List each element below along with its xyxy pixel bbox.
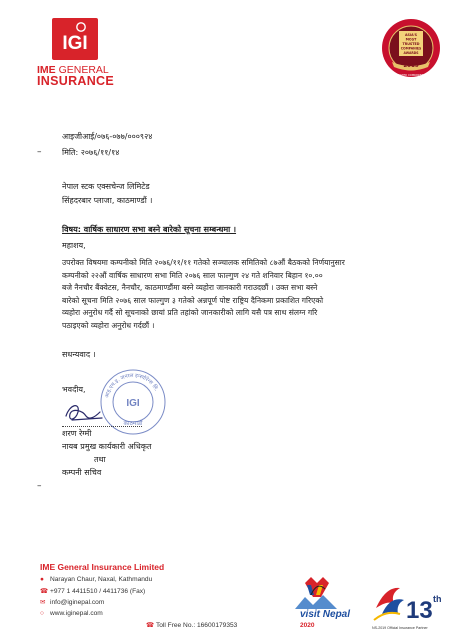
signatory-role: कम्पनी सचिव (62, 468, 102, 477)
footer-email[interactable]: info@iginepal.com (50, 599, 105, 606)
body-line: बारेको सूचना मिति २०७६ साल फाल्गुण ३ गतेको अन्नपूर्ण पोष्ट राष्ट्रिय दैनिकमा प्रकाशित गरिएको (62, 295, 324, 305)
seal-line-4: COMPANIES (400, 46, 422, 51)
letter-subject: विषय: वार्षिक साधारण सभा बस्ने बारेको सूचना सम्बन्धमा । (62, 225, 237, 234)
seal-line-3: TRUSTED (402, 42, 420, 46)
sign-off: भवदीय, (62, 385, 86, 394)
footer-web-row (40, 610, 103, 617)
recipient-name: नेपाल स्टक एक्सचेन्ज लिमिटेड (62, 182, 150, 191)
email-icon: ✉ (40, 599, 46, 606)
date-value: २०७६/११/१४ (80, 148, 120, 157)
footer-email-row (40, 598, 104, 606)
location-icon: ● (40, 576, 44, 583)
visit-nepal-wordmark: visit Nepal (300, 609, 351, 620)
anniversary-suffix: th (433, 594, 442, 604)
signatory-name: शरण रेग्मी (62, 429, 92, 438)
seal-year: 2019 (403, 63, 419, 69)
stamp-ring-text: आइ.एम.इ. जनरल इन्स्योरेन्स लि. (104, 372, 160, 399)
signatory-conjunction: तथा (94, 455, 106, 464)
letter-body (62, 257, 455, 333)
company-logo-name (37, 65, 114, 88)
logo-name-general: GENERAL (55, 64, 109, 76)
date-label: मिति: (62, 148, 79, 157)
footer-company-name: IME General Insurance Limited (40, 562, 165, 572)
margin-dash-bottom: – (37, 481, 42, 491)
signatory-designation: नायब प्रमुख कार्यकारी अधिकृत (62, 442, 152, 451)
salutation: महाशय, (62, 241, 86, 250)
footer-address-row (40, 576, 152, 583)
body-line: उपरोक्त विषयमा कम्पनीको मिति २०७६/११/११ गतेको सञ्चालक समितिको ८७औं बैठकको निर्णयानुसार (62, 258, 345, 267)
seal-line-1: ASIA'S (404, 33, 418, 37)
footer-phone: +977 1 4411510 / 4411736 (Fax) (50, 588, 146, 595)
stamp-center: IGI (126, 398, 140, 409)
body-line: बजे नैनचौर बैंक्वेटस, नैनचौर, काठमाण्डौंमा बस्ने व्यहोरा जानकारी गराउदछौं । उक्त सभा बस्ने (62, 283, 318, 293)
signature-line (62, 426, 142, 427)
igi-logo-mark (52, 18, 98, 60)
body-line: पठाइएको व्यहोरा अनुरोध गर्दछौं । (62, 320, 155, 330)
logo-name-ime: IME (37, 64, 56, 76)
stamp-city: काठमाडौं (123, 421, 143, 427)
reference-number: आइजीआई/०७६-०७७/०००९२४ (62, 132, 153, 141)
tollfree-number: Toll Free No.: 16600179353 (155, 622, 238, 629)
seal-line-2: MOST (405, 37, 417, 42)
body-line: व्यहोरा अनुरोध गर्दै सो सूचनाको छायां प्रति तहांको जानकारीको लागि यसै पत्र साथ संलग्न गरि (62, 308, 318, 318)
handwritten-signature (58, 396, 108, 426)
footer-address: Narayan Chaur, Naxal, Kathmandu (50, 576, 153, 583)
margin-dash: – (37, 147, 42, 157)
date-line (62, 147, 119, 159)
phone-icon: ☎ (40, 588, 49, 595)
official-partner-caption: NS-2019 Official Insurance Partner (372, 626, 428, 630)
closing-thanks: सधन्यवाद । (62, 350, 96, 359)
seal-line-5: AWARDS (403, 51, 419, 55)
footer-website[interactable]: www.iginepal.com (50, 610, 103, 617)
body-line: कम्पनीको २२औं वार्षिक साधारण सभा मिति २०७६ साल फाल्गुण २४ गते शनिवार बिहान १०.०० (62, 270, 323, 280)
award-seal (378, 14, 444, 84)
recipient-address: सिंहदरबार प्लाजा, काठमाण्डौं । (62, 196, 153, 205)
visit-nepal-year: 2020 (300, 622, 315, 629)
web-icon: ○ (40, 610, 44, 617)
anniversary-number: 13 (406, 597, 433, 624)
tollfree-phone-icon: ☎ (146, 622, 155, 629)
anniversary-logo (372, 578, 444, 630)
visit-nepal-logo (287, 573, 347, 635)
logo-mark-text: IGI (62, 33, 88, 54)
seal-ring-text: MOST TRUSTED COMPANIES AWARDS (386, 74, 436, 77)
footer-phone-row (40, 587, 145, 595)
logo-name-insurance: INSURANCE (37, 74, 115, 88)
footer-tollfree (146, 621, 237, 629)
